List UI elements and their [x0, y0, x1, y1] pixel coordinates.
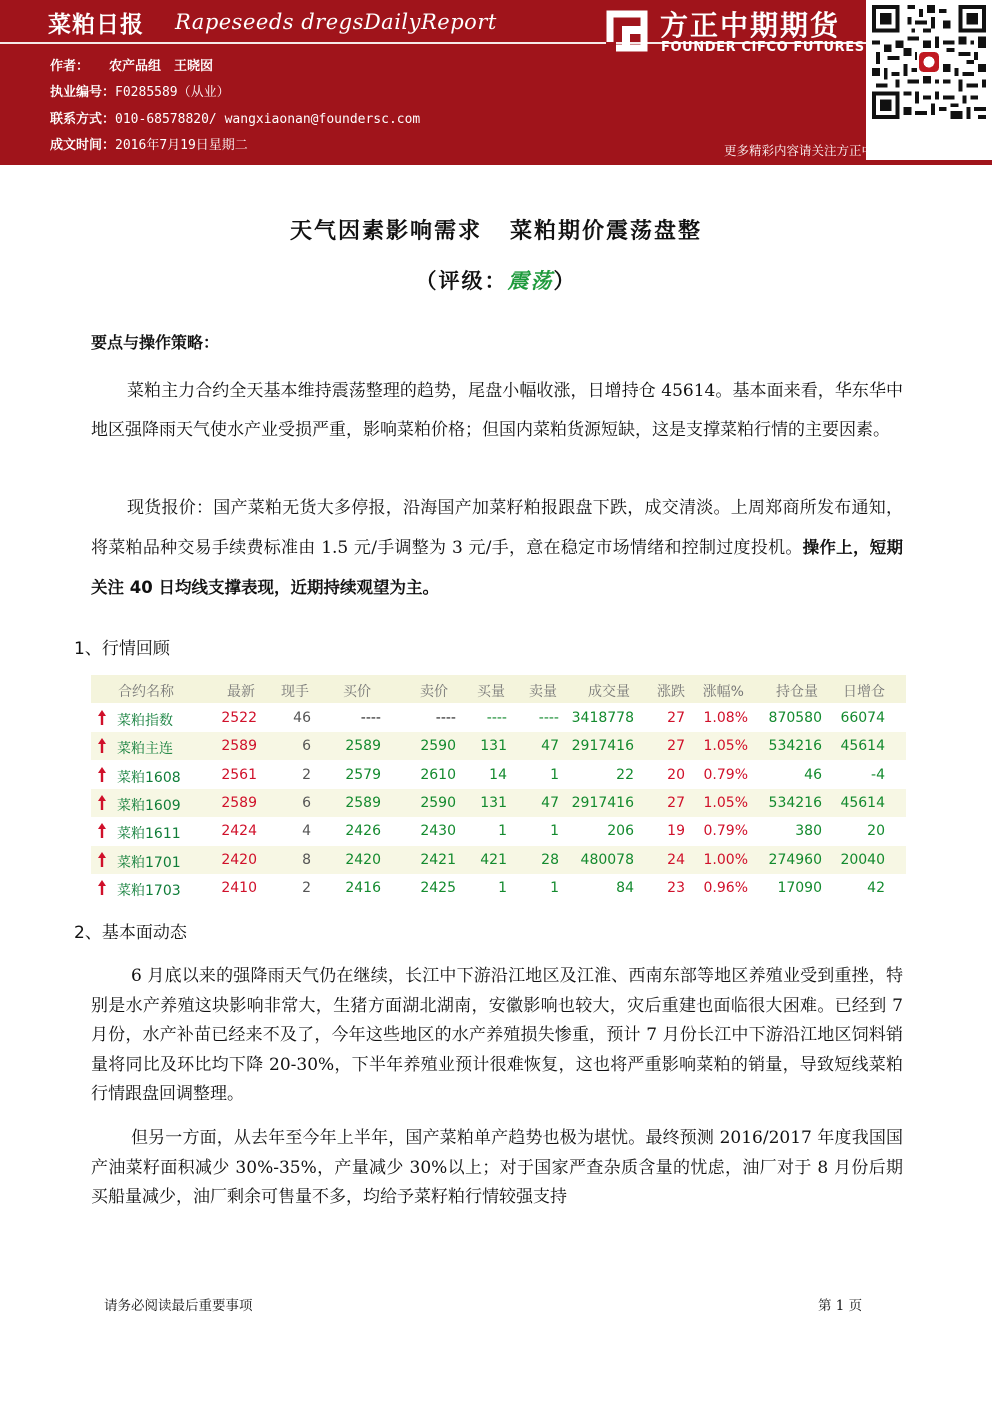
cell-daily-oi-change: 20040 [840, 851, 885, 868]
cell-bid-price: 2579 [345, 766, 381, 783]
rating-line [0, 265, 992, 295]
cell-ask-price: 2610 [420, 766, 456, 783]
spot-price-paragraph [91, 489, 903, 608]
header-ask-volume: 卖量 [529, 684, 557, 700]
section-market-review: 1、行情回顾 [74, 639, 170, 659]
company-name-cn: 方正中期期货 [660, 9, 841, 42]
header-ask-price: 卖价 [420, 684, 448, 700]
table-row[interactable] [91, 732, 906, 760]
cell-ask-price: 2590 [420, 794, 456, 811]
cell-current-volume: 6 [302, 738, 311, 755]
table-row[interactable] [91, 789, 906, 817]
cell-bid-price: 2426 [345, 823, 381, 840]
cell-bid-volume: 14 [489, 766, 507, 783]
cell-bid-volume: 421 [480, 851, 507, 868]
cell-change-percent: 0.96% [703, 879, 748, 896]
license-label: 执业编号： [50, 85, 116, 100]
date-label: 成文时间： [50, 138, 116, 153]
header-bottom-rule [0, 160, 992, 165]
cell-bid-volume: 1 [498, 879, 507, 896]
cell-daily-oi-change: 42 [867, 879, 885, 896]
header-bid-price: 买价 [343, 684, 371, 700]
contact-label: 联系方式： [50, 112, 116, 127]
market-quote-table [91, 675, 906, 911]
cell-current-volume: 8 [302, 851, 311, 868]
date-line [50, 134, 248, 153]
cell-open-interest: 534216 [768, 738, 822, 755]
cell-change: 19 [667, 823, 685, 840]
table-row[interactable] [91, 817, 906, 845]
cell-daily-oi-change: 20 [867, 823, 885, 840]
author-value: 农产品组 王晓囡 [109, 59, 214, 74]
cell-ask-volume: 1 [550, 823, 559, 840]
page-number: 第 1 页 [818, 1298, 863, 1314]
cell-change: 27 [667, 738, 685, 755]
author-label: 作者： [50, 59, 90, 74]
header-contract-name: 合约名称 [118, 684, 174, 700]
price-up-arrow-icon [97, 851, 107, 868]
cell-ask-price: ---- [435, 710, 456, 726]
cell-current-volume: 2 [302, 879, 311, 896]
wechat-follow-note: 更多精彩内容请关注方正中期官方微信 [724, 143, 937, 158]
section-fundamentals: 2、基本面动态 [74, 923, 187, 943]
key-points-heading: 要点与操作策略： [91, 333, 220, 352]
cell-current-volume: 46 [293, 710, 311, 726]
date-value: 2016年7月19日星期二 [115, 138, 248, 153]
table-row[interactable] [91, 846, 906, 874]
cell-contract-name: 菜粕1608 [117, 769, 181, 786]
cell-last-price: 2522 [221, 710, 257, 726]
table-row[interactable] [91, 761, 906, 789]
cell-daily-oi-change: 45614 [840, 738, 885, 755]
price-up-arrow-icon [97, 709, 107, 726]
cell-bid-price: 2416 [345, 879, 381, 896]
cell-trading-volume: 3418778 [571, 710, 634, 726]
cell-ask-price: 2421 [420, 851, 456, 868]
cell-change-percent: 1.05% [703, 738, 748, 755]
qr-code-icon [872, 5, 986, 119]
rating-value: 震荡 [507, 268, 554, 293]
table-row[interactable] [91, 874, 906, 902]
cell-ask-volume: 47 [541, 738, 559, 755]
cell-bid-price: 2420 [345, 851, 381, 868]
cell-daily-oi-change: 66074 [840, 710, 885, 726]
document-title [0, 214, 992, 245]
contact-line [50, 108, 420, 127]
title-part-2: 菜粕期价震荡盘整 [510, 218, 703, 244]
cell-ask-price: 2590 [420, 738, 456, 755]
header-bid-volume: 买量 [477, 684, 505, 700]
price-up-arrow-icon [97, 822, 107, 839]
cell-trading-volume: 2917416 [571, 738, 634, 755]
cell-change: 20 [667, 766, 685, 783]
cell-contract-name: 菜粕1701 [117, 854, 181, 871]
cell-bid-volume: 131 [480, 794, 507, 811]
rating-suffix: ） [553, 268, 577, 293]
table-row[interactable] [91, 704, 906, 732]
header-open-interest: 持仓量 [776, 684, 818, 700]
company-name-en: FOUNDER CIFCO FUTURES [661, 40, 865, 55]
header-change: 涨跌 [657, 684, 685, 700]
strategy-text: 操作上，短期关注 40 日均线支撑表现，近期持续观望为主。 [91, 538, 904, 597]
cell-change: 27 [667, 710, 685, 726]
cell-current-volume: 6 [302, 794, 311, 811]
header-change-percent: 涨幅% [702, 684, 744, 700]
cell-change-percent: 1.05% [703, 794, 748, 811]
cell-bid-volume: ---- [486, 710, 507, 726]
cell-open-interest: 46 [804, 766, 822, 783]
cell-open-interest: 17090 [777, 879, 822, 896]
cell-daily-oi-change: -4 [871, 766, 885, 783]
cell-trading-volume: 22 [616, 766, 634, 783]
cell-trading-volume: 84 [616, 879, 634, 896]
header-last-price: 最新 [227, 684, 255, 700]
cell-bid-volume: 1 [498, 823, 507, 840]
cell-change: 24 [667, 851, 685, 868]
cell-ask-volume: 47 [541, 794, 559, 811]
cell-open-interest: 380 [795, 823, 822, 840]
fundamentals-paragraph-2: 但另一方面，从去年至今年上半年，国产菜粕单产趋势也极为堪忧。最终预测 2016/2017 年度我国国产油菜籽面积减少 30%-35%，产量减少 30%以上；对于国家严查杂质含量的忧虑，油厂对于 8 月份后期买船量减少，油厂剩余可售量不多，均给予菜籽粕行情较强支持 [91, 1128, 903, 1207]
cell-open-interest: 870580 [768, 710, 822, 726]
cell-trading-volume: 206 [607, 823, 634, 840]
cell-open-interest: 534216 [768, 794, 822, 811]
rating-prefix: （评级： [415, 268, 508, 293]
report-title-en: Rapeseeds dregsDailyReport [175, 10, 497, 34]
contact-value: 010-68578820/ wangxiaonan@foundersc.com [115, 112, 421, 127]
cell-change-percent: 0.79% [703, 823, 748, 840]
cell-daily-oi-change: 45614 [840, 794, 885, 811]
price-up-arrow-icon [97, 766, 107, 783]
cell-last-price: 2589 [221, 738, 257, 755]
cell-bid-price: 2589 [345, 738, 381, 755]
report-header [0, 0, 992, 165]
table-header-row [91, 675, 906, 703]
cell-bid-price: 2589 [345, 794, 381, 811]
cell-current-volume: 4 [302, 823, 311, 840]
price-up-arrow-icon [97, 794, 107, 811]
up-arrow-icon [975, 135, 992, 161]
cell-ask-volume: ---- [538, 710, 559, 726]
cell-contract-name: 菜粕1703 [117, 882, 181, 899]
cell-change: 23 [667, 879, 685, 896]
cell-last-price: 2420 [221, 851, 257, 868]
cell-current-volume: 2 [302, 766, 311, 783]
cell-change-percent: 1.00% [703, 851, 748, 868]
license-value: F0285589（从业） [115, 85, 230, 100]
license-line [50, 81, 230, 100]
title-part-1: 天气因素影响需求 [289, 218, 482, 244]
cell-ask-volume: 28 [541, 851, 559, 868]
cell-ask-volume: 1 [550, 766, 559, 783]
cell-ask-price: 2425 [420, 879, 456, 896]
cell-contract-name: 菜粕1611 [117, 826, 181, 843]
cell-ask-price: 2430 [420, 823, 456, 840]
author-line [50, 55, 213, 74]
cell-last-price: 2561 [221, 766, 257, 783]
summary-paragraph: 菜粕主力合约全天基本维持震荡整理的趋势，尾盘小幅收涨，日增持仓 45614。基本面来看，华东华中地区强降雨天气使水产业受损严重，影响菜粕价格；但国内菜粕货源短缺，这是支撑菜粕行情的主要因素。 [91, 381, 903, 440]
cell-contract-name: 菜粕指数 [117, 713, 173, 729]
cell-trading-volume: 480078 [580, 851, 634, 868]
report-title-cn: 菜粕日报 [48, 12, 144, 38]
cell-change-percent: 1.08% [703, 710, 748, 726]
price-up-arrow-icon [97, 737, 107, 754]
cell-bid-price: ---- [360, 710, 381, 726]
table-bottom-mask [91, 903, 906, 911]
cell-bid-volume: 131 [480, 738, 507, 755]
price-up-arrow-icon [97, 879, 107, 896]
spot-price-text: 现货报价：国产菜粕无货大多停报，沿海国产加菜籽粕报跟盘下跌，成交清淡。上周郑商所发布通知，将菜粕品种交易手续费标准由 1.5 元/手调整为 3 元/手，意在稳定市场情绪和控制过度投机。 [91, 498, 903, 558]
cell-trading-volume: 2917416 [571, 794, 634, 811]
cell-contract-name: 菜粕1609 [117, 797, 181, 814]
header-daily-oi-change: 日增仓 [843, 684, 885, 700]
header-trading-volume: 成交量 [588, 684, 630, 700]
cell-last-price: 2424 [221, 823, 257, 840]
company-logo-icon [604, 8, 650, 54]
footer-notice: 请务必阅读最后重要事项 [104, 1298, 253, 1314]
cell-last-price: 2589 [221, 794, 257, 811]
cell-open-interest: 274960 [768, 851, 822, 868]
cell-ask-volume: 1 [550, 879, 559, 896]
cell-last-price: 2410 [221, 879, 257, 896]
fundamentals-paragraph-1: 6 月底以来的强降雨天气仍在继续，长江中下游沿江地区及江淮、西南东部等地区养殖业受到重挫，特别是水产养殖这块影响非常大，生猪方面湖北湖南，安徽影响也较大，灾后重建也面临很大困难。已经到 7 月份，水产补苗已经来不及了，今年这些地区的水产养殖损失惨重，预计 7 月份长江中下游沿江地区饲料销量将同比及环比均下降 20-30%，下半年养殖业预计很难恢复，这也将严重影响菜粕的销量，导致短线菜粕行情跟盘回调整理。 [91, 966, 903, 1104]
cell-change: 27 [667, 794, 685, 811]
cell-change-percent: 0.79% [703, 766, 748, 783]
cell-contract-name: 菜粕主连 [117, 741, 173, 758]
header-current-volume: 现手 [281, 684, 309, 700]
